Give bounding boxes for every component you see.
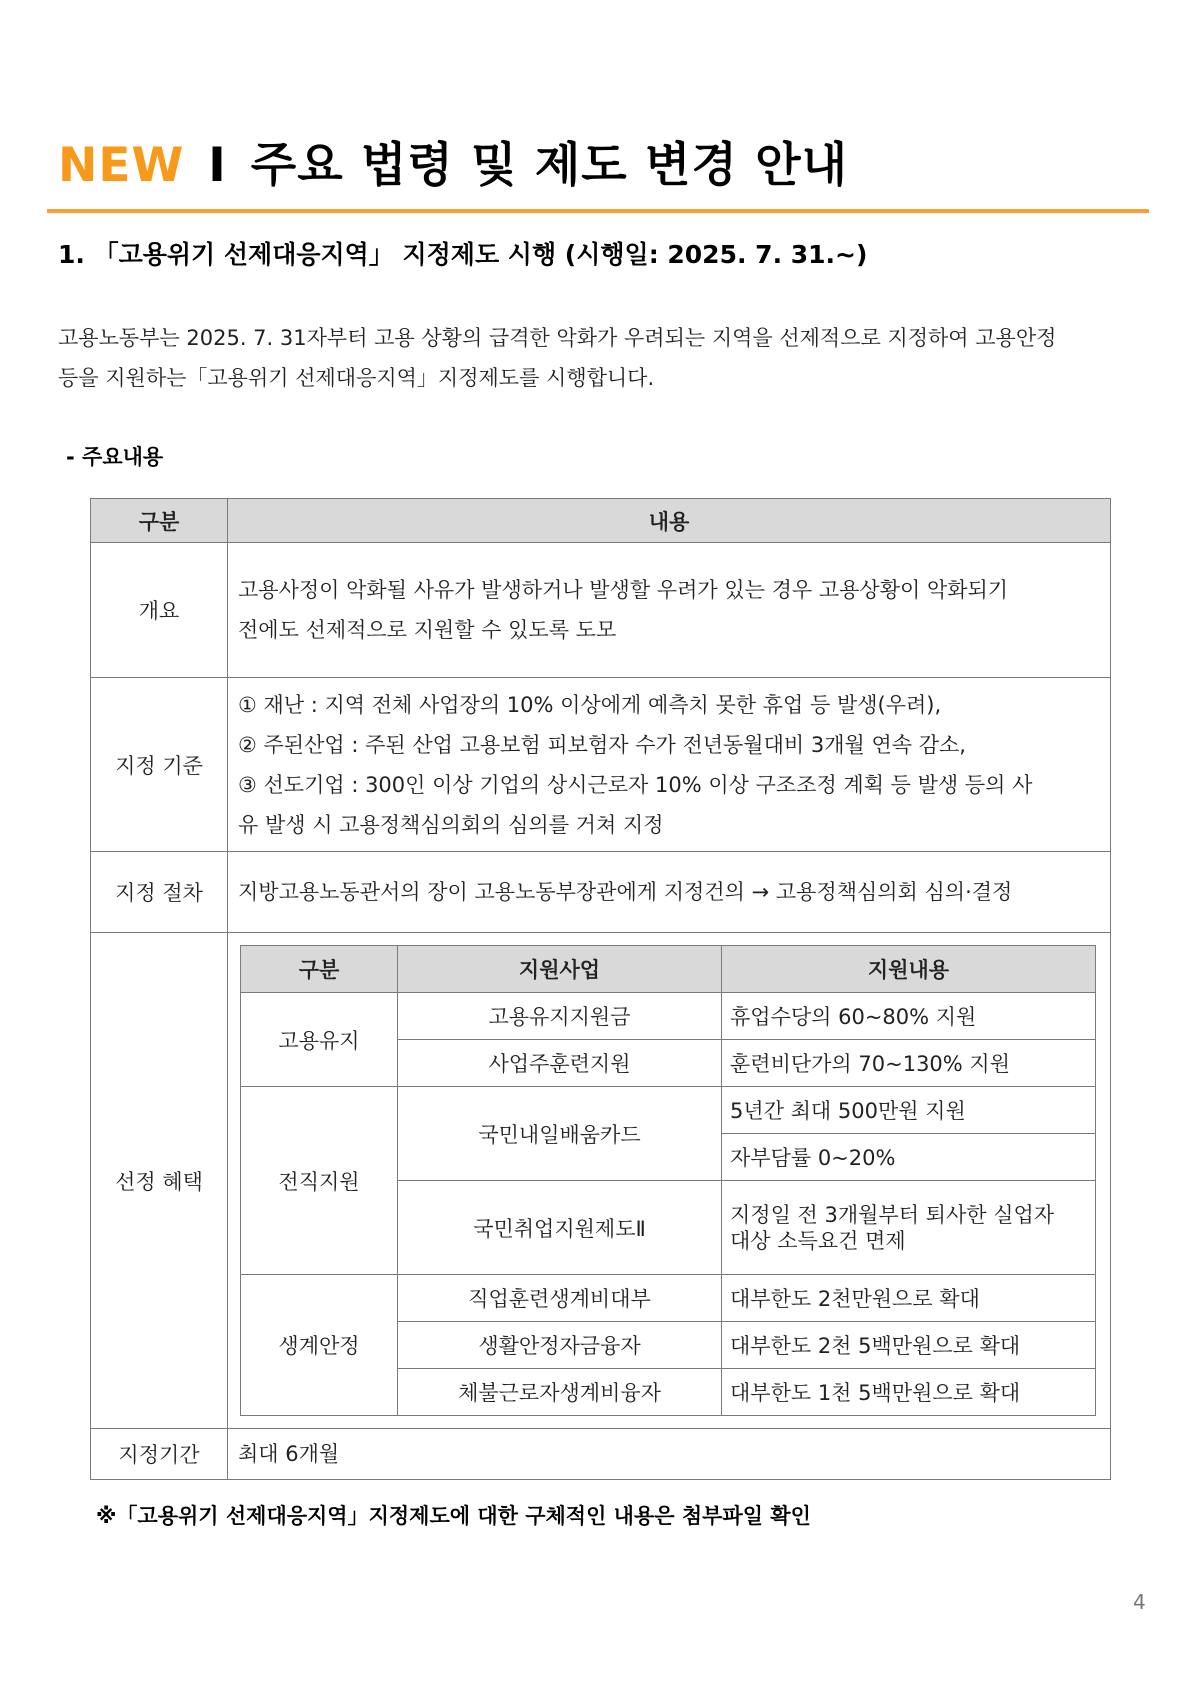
period-label: 지정기간 [91,1429,228,1480]
main-table [90,498,1111,1480]
section-heading: 1. 「고용위기 선제대응지역」 지정제도 시행 (시행일: 2025. 7. 31.~) [58,240,868,269]
employment-program-2: 사업주훈련지원 [398,1040,722,1087]
period-row [91,1429,1111,1480]
page-title [58,128,848,195]
intro-line-1: 고용노동부는 2025. 7. 31자부터 고용 상황의 급격한 악화가 우려되는 지역을 선제적으로 지정하여 고용안정 [58,326,1057,350]
livelihood-program-3: 체불근로자생계비융자 [398,1369,722,1416]
table-row [241,1087,1096,1134]
title-text: 주요 법령 및 제도 변경 안내 [250,138,849,193]
employment-detail-2: 훈련비단가의 70~130% 지원 [722,1040,1096,1087]
transition-program-2: 국민취업지원제도Ⅱ [398,1181,722,1275]
overview-label: 개요 [91,543,228,678]
overview-content [228,543,1111,678]
benefits-header-detail: 지원내용 [722,946,1096,993]
employment-detail-1: 휴업수당의 60~80% 지원 [722,993,1096,1040]
procedure-row [91,852,1111,933]
transition-program-1: 국민내일배움카드 [398,1087,722,1181]
table-row [241,993,1096,1040]
employment-category: 고용유지 [241,993,398,1087]
new-label: NEW [58,138,185,193]
benefits-content [228,933,1111,1429]
procedure-content: 지방고용노동관서의 장이 고용노동부장관에게 지정건의 → 고용정책심의회 심의·결정 [228,852,1111,933]
title-underline [47,209,1149,213]
livelihood-category: 생계안정 [241,1275,398,1416]
benefits-header-category: 구분 [241,946,398,993]
criteria-line-4: 유 발생 시 고용정책심의회의 심의를 거쳐 지정 [238,812,664,837]
procedure-label: 지정 절차 [91,852,228,933]
benefits-header-program: 지원사업 [398,946,722,993]
employment-program-1: 고용유지지원금 [398,993,722,1040]
header-content: 내용 [228,499,1111,543]
overview-row [91,543,1111,678]
overview-line-2: 전에도 선제적으로 지원할 수 있도록 도모 [238,618,617,642]
table-row [241,1275,1096,1322]
benefits-label: 선정 혜택 [91,933,228,1429]
criteria-label: 지정 기준 [91,678,228,852]
livelihood-program-1: 직업훈련생계비대부 [398,1275,722,1322]
overview-line-1: 고용사정이 악화될 사유가 발생하거나 발생할 우려가 있는 경우 고용상황이 악화되기 [238,578,1009,602]
livelihood-program-2: 생활안정자금융자 [398,1322,722,1369]
criteria-line-1: ① 재난 : 지역 전체 사업장의 10% 이상에게 예측치 못한 휴업 등 발생(우려), [238,692,942,717]
header-category: 구분 [91,499,228,543]
criteria-row [91,678,1111,852]
criteria-line-2: ② 주된산업 : 주된 산업 고용보험 피보험자 수가 전년동월대비 3개월 연속 감소, [238,732,966,757]
transition-detail-2-line-2: 대상 소득요건 면제 [730,1228,906,1253]
intro-paragraph [58,318,1138,398]
transition-detail-2-line-1: 지정일 전 3개월부터 퇴사한 실업자 [730,1202,1055,1227]
transition-detail-2 [722,1181,1096,1275]
transition-detail-1a: 5년간 최대 500만원 지원 [722,1087,1096,1134]
benefits-row [91,933,1111,1429]
livelihood-detail-2: 대부한도 2천 5백만원으로 확대 [722,1322,1096,1369]
livelihood-detail-1: 대부한도 2천만원으로 확대 [722,1275,1096,1322]
period-content: 최대 6개월 [228,1429,1111,1480]
page-number: 4 [1133,1590,1146,1614]
transition-detail-1b: 자부담률 0~20% [722,1134,1096,1181]
transition-category: 전직지원 [241,1087,398,1275]
attachment-note: ※「고용위기 선제대응지역」지정제도에 대한 구체적인 내용은 첨부파일 확인 [96,1504,811,1528]
benefits-table [240,945,1096,1416]
main-content-subheading: - 주요내용 [66,445,164,469]
main-table-header-row [91,499,1111,543]
title-separator: I [208,138,227,193]
benefits-header-row [241,946,1096,993]
criteria-line-3: ③ 선도기업 : 300인 이상 기업의 상시근로자 10% 이상 구조조정 계획 등 발생 등의 사 [238,772,1033,797]
criteria-content [228,678,1111,852]
livelihood-detail-3: 대부한도 1천 5백만원으로 확대 [722,1369,1096,1416]
intro-line-2: 등을 지원하는「고용위기 선제대응지역」지정제도를 시행합니다. [58,366,655,390]
